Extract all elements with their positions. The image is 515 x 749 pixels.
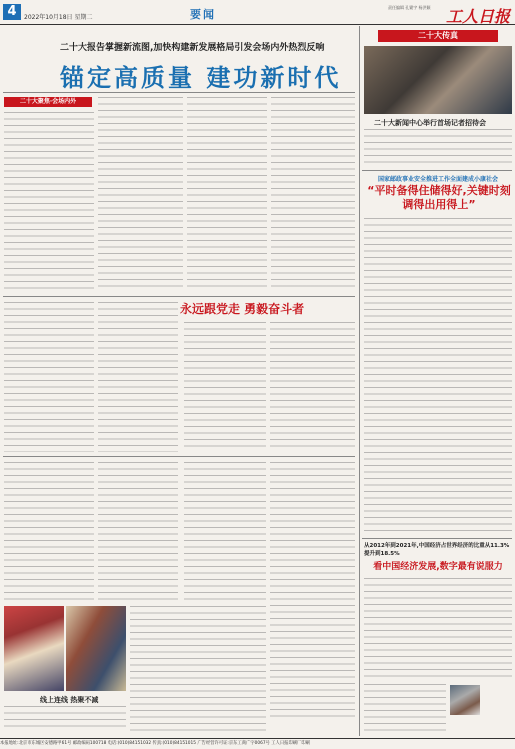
caption-text bbox=[4, 706, 126, 732]
lead-headline: 锚定高质量 建功新时代 bbox=[60, 64, 342, 92]
issue-date: 2022年10月18日 星期二 bbox=[24, 14, 93, 21]
right-story2-headline: 看中国经济发展,数字最有说服力 bbox=[373, 562, 503, 572]
press-conference-photo bbox=[364, 46, 512, 114]
right-photo-caption: 二十大新闻中心举行首场记者招待会 bbox=[374, 119, 486, 127]
column-divider bbox=[359, 26, 360, 736]
page-number: 4 bbox=[3, 4, 21, 20]
right-rule-1 bbox=[362, 170, 512, 171]
article-text-col6 bbox=[98, 302, 178, 452]
article-text-col3 bbox=[187, 97, 267, 292]
headline-rule bbox=[3, 92, 355, 93]
middle-text-col1 bbox=[184, 322, 266, 452]
article-text-col1 bbox=[4, 112, 94, 292]
article-text-col9 bbox=[184, 462, 266, 602]
bottom-photo-2 bbox=[66, 606, 126, 691]
right-story2-text-2 bbox=[364, 684, 446, 734]
right-story-title: “平时备得住储得好,关键时刻调得出用得上” bbox=[367, 184, 511, 211]
right-story2-title: 从2012年到2021年,中国经济占世界经济的比重从11.3%提升到18.5% bbox=[364, 543, 510, 557]
article-text-col7 bbox=[4, 462, 94, 602]
article-text-col5 bbox=[4, 302, 94, 452]
right-story2-text bbox=[364, 578, 512, 678]
right-story-kicker: 国家邮政事业安全推进工作全面建成小康社会 bbox=[377, 176, 498, 183]
editor-info: 责任编辑 孔繁宇 杨洪颖 bbox=[388, 5, 431, 10]
bottom-photo-caption: 线上连线 热聚不减 bbox=[40, 696, 99, 704]
right-caption-text bbox=[364, 129, 512, 165]
right-story-text bbox=[364, 218, 512, 533]
middle-text-col2 bbox=[270, 322, 355, 452]
footer-info: 本报地址:北京市东城区安德路甲61号 邮政编码100718 电话:(010)84151032 传真:(010)84151015 广告经营许可证:京东工商广字0067号 工人日报印刷厂印刷 bbox=[0, 738, 515, 749]
right-header-bar: 二十大传真 bbox=[378, 30, 498, 42]
article-text-col4 bbox=[271, 97, 355, 292]
section-rule bbox=[3, 296, 355, 297]
lead-kicker: 二十大报告掌握新流图,加快构建新发展格局引发会场内外热烈反响 bbox=[60, 43, 325, 53]
middle-story-title: 永远跟党走 勇毅奋斗者 bbox=[180, 302, 305, 316]
qr-code-image bbox=[450, 685, 480, 715]
bottom-photo-1 bbox=[4, 606, 64, 691]
article-text-col8 bbox=[98, 462, 178, 602]
article-text-col2 bbox=[98, 97, 183, 292]
column-bar: 二十大聚焦·会场内外 bbox=[4, 97, 92, 107]
right-rule-2 bbox=[362, 538, 512, 539]
article-text-col10 bbox=[270, 462, 355, 717]
section-rule-2 bbox=[3, 456, 355, 457]
article-text-col11 bbox=[130, 606, 266, 732]
section-name: 要闻 bbox=[190, 8, 216, 21]
paper-logo: 工人日报 bbox=[446, 7, 511, 26]
